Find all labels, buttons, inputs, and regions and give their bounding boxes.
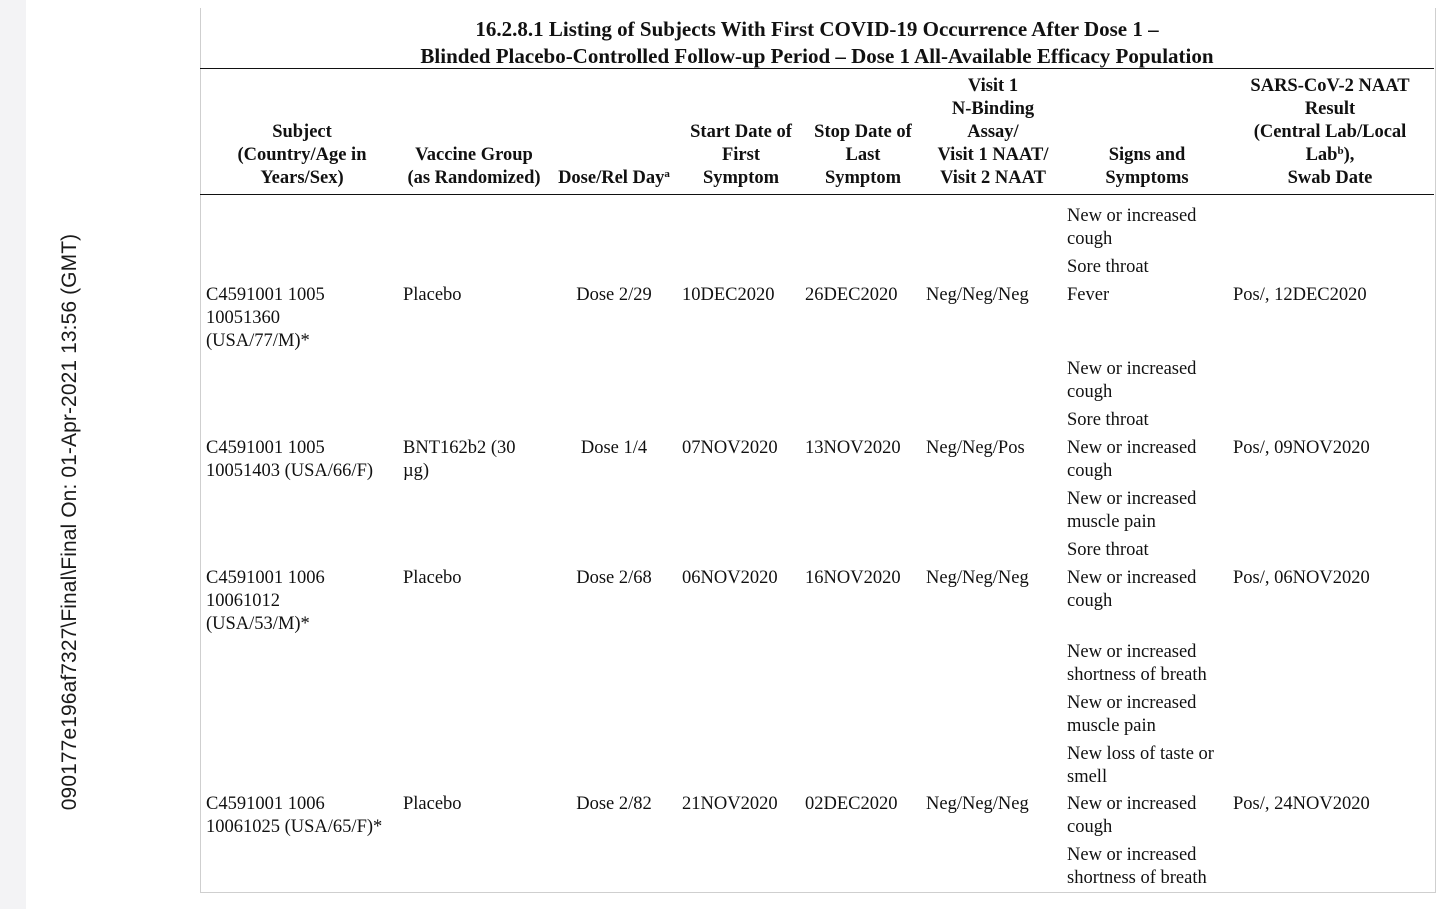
symptom-item (1067, 793, 1196, 839)
symptom-line: cough (1067, 461, 1113, 481)
header-start-l2: First (721, 145, 760, 165)
header-signs-symptoms (1066, 144, 1228, 190)
symptom-item (1067, 844, 1207, 890)
header-naat-paren: ), (1343, 145, 1355, 165)
header-start-l1: Start Date of (690, 122, 792, 142)
subject-line: C4591001 1005 (206, 438, 325, 458)
naat-result-cell: Pos/, 09NOV2020 (1233, 438, 1370, 458)
stop-date-cell: 16NOV2020 (805, 568, 901, 588)
header-visit-l2: N-Binding (951, 99, 1035, 119)
header-vaccine-l1: Vaccine Group (415, 145, 533, 165)
symptom-item (1067, 641, 1207, 687)
header-vaccine-group (400, 144, 548, 190)
header-visit-assay (924, 75, 1062, 190)
symptom-item (1067, 205, 1196, 251)
title-line-2: Blinded Placebo-Controlled Follow-up Period – Dose 1 All-Available Efficacy Population (420, 44, 1214, 68)
stop-date-cell: 02DEC2020 (805, 794, 898, 814)
subject-line: 10061025 (USA/65/F)* (206, 817, 383, 837)
symptom-line: New loss of taste or (1067, 744, 1214, 764)
symptom-line: smell (1067, 767, 1108, 787)
subject-line: 10051403 (USA/66/F) (206, 461, 374, 481)
symptom-line: New or increased (1067, 489, 1197, 509)
start-date-cell: 21NOV2020 (682, 794, 778, 814)
header-start-l3: Symptom (702, 168, 780, 188)
naat-result-cell: Pos/, 06NOV2020 (1233, 568, 1370, 588)
subject-line: (USA/77/M)* (206, 331, 310, 351)
symptom-line: New or increased (1067, 206, 1197, 226)
header-stop-date (804, 121, 922, 190)
header-subject-l3: Years/Sex) (260, 168, 344, 188)
dose-cell: Dose 1/4 (580, 438, 648, 458)
symptom-item: Sore throat (1067, 410, 1149, 430)
header-start-date (682, 121, 800, 190)
header-dose-footnote: a (664, 168, 670, 180)
symptom-line: New or increased (1067, 568, 1197, 588)
symptom-line: shortness of breath (1067, 868, 1207, 888)
header-naat-l5: Swab Date (1287, 168, 1373, 188)
header-stop-l1: Stop Date of (814, 122, 912, 142)
header-bottom-rule (200, 194, 1434, 195)
header-vaccine-l2: (as Randomized) (407, 168, 541, 188)
vaccine-group-cell: Placebo (403, 568, 462, 588)
symptom-item (1067, 437, 1196, 483)
symptom-item (1067, 358, 1196, 404)
header-signs-l1: Signs and (1108, 145, 1186, 165)
vaccine-line: BNT162b2 (30 (403, 438, 516, 458)
vaccine-line: µg) (403, 461, 430, 481)
naat-result-cell: Pos/, 12DEC2020 (1233, 285, 1367, 305)
header-naat-lab: Lab (1305, 145, 1338, 165)
visit-result-cell: Neg/Neg/Pos (926, 438, 1025, 458)
vaccine-group-cell (403, 437, 516, 483)
header-stop-l2: Last (845, 145, 881, 165)
symptom-line: New or increased (1067, 693, 1197, 713)
subject-cell (206, 284, 325, 353)
header-dose-rel-day (550, 167, 678, 190)
symptom-item (1067, 488, 1196, 534)
header-visit-l4: Visit 1 NAAT/ (937, 145, 1049, 165)
dose-cell: Dose 2/82 (576, 794, 652, 814)
listing-title (200, 16, 1434, 70)
title-line-1: 16.2.8.1 Listing of Subjects With First COVID-19 Occurrence After Dose 1 – (475, 17, 1159, 41)
symptom-line: New or increased (1067, 359, 1197, 379)
header-signs-l2: Symptoms (1105, 168, 1189, 188)
header-subject (224, 121, 380, 190)
symptom-line: New or increased (1067, 642, 1197, 662)
symptom-item: Fever (1067, 285, 1110, 305)
header-subject-l1: Subject (272, 122, 332, 142)
symptom-item (1067, 692, 1196, 738)
header-subject-l2: (Country/Age in (237, 145, 367, 165)
header-naat-l4 (1230, 144, 1430, 167)
dose-cell: Dose 2/29 (576, 285, 652, 305)
symptom-line: New or increased (1067, 794, 1197, 814)
visit-result-cell: Neg/Neg/Neg (926, 794, 1029, 814)
subject-cell (206, 793, 382, 839)
subject-line: C4591001 1006 (206, 794, 325, 814)
header-naat-footnote: b (1337, 145, 1344, 157)
visit-result-cell: Neg/Neg/Neg (926, 568, 1029, 588)
stop-date-cell: 26DEC2020 (805, 285, 898, 305)
symptom-line: New or increased (1067, 845, 1197, 865)
subject-line: C4591001 1005 (206, 285, 325, 305)
header-visit-l5: Visit 2 NAAT (940, 168, 1046, 188)
start-date-cell: 06NOV2020 (682, 568, 778, 588)
vaccine-group-cell: Placebo (403, 285, 462, 305)
document-id-text: 090177e196af7327\Final\Final On: 01-Apr-2021 13:56 (GMT) (58, 233, 81, 811)
header-top-rule (200, 68, 1434, 69)
header-dose-text: Dose/Rel Day (558, 168, 665, 188)
subject-line: 10061012 (206, 591, 280, 611)
symptom-line: New or increased (1067, 438, 1197, 458)
stop-date-cell: 13NOV2020 (805, 438, 901, 458)
symptom-line: cough (1067, 591, 1113, 611)
symptom-line: cough (1067, 382, 1113, 402)
subject-line: 10051360 (206, 308, 280, 328)
symptom-line: muscle pain (1067, 512, 1156, 532)
symptom-item: Sore throat (1067, 540, 1149, 560)
start-date-cell: 07NOV2020 (682, 438, 778, 458)
header-naat-l3: (Central Lab/Local (1253, 122, 1407, 142)
symptom-line: cough (1067, 229, 1113, 249)
header-naat-l1: SARS-CoV-2 NAAT (1250, 76, 1410, 96)
header-naat-result (1230, 75, 1430, 190)
header-visit-l3: Assay/ (967, 122, 1019, 142)
start-date-cell: 10DEC2020 (682, 285, 775, 305)
symptom-item (1067, 567, 1196, 613)
visit-result-cell: Neg/Neg/Neg (926, 285, 1029, 305)
subject-line: (USA/53/M)* (206, 614, 310, 634)
header-visit-l1: Visit 1 (967, 76, 1019, 96)
symptom-line: shortness of breath (1067, 665, 1207, 685)
naat-result-cell: Pos/, 24NOV2020 (1233, 794, 1370, 814)
symptom-line: muscle pain (1067, 716, 1156, 736)
symptom-item: Sore throat (1067, 257, 1149, 277)
subject-line: C4591001 1006 (206, 568, 325, 588)
symptom-line: cough (1067, 817, 1113, 837)
subject-cell (206, 567, 325, 636)
header-naat-l2: Result (1304, 99, 1356, 119)
subject-cell (206, 437, 373, 483)
dose-cell: Dose 2/68 (576, 568, 652, 588)
symptom-item (1067, 743, 1214, 789)
vaccine-group-cell: Placebo (403, 794, 462, 814)
header-stop-l3: Symptom (824, 168, 902, 188)
